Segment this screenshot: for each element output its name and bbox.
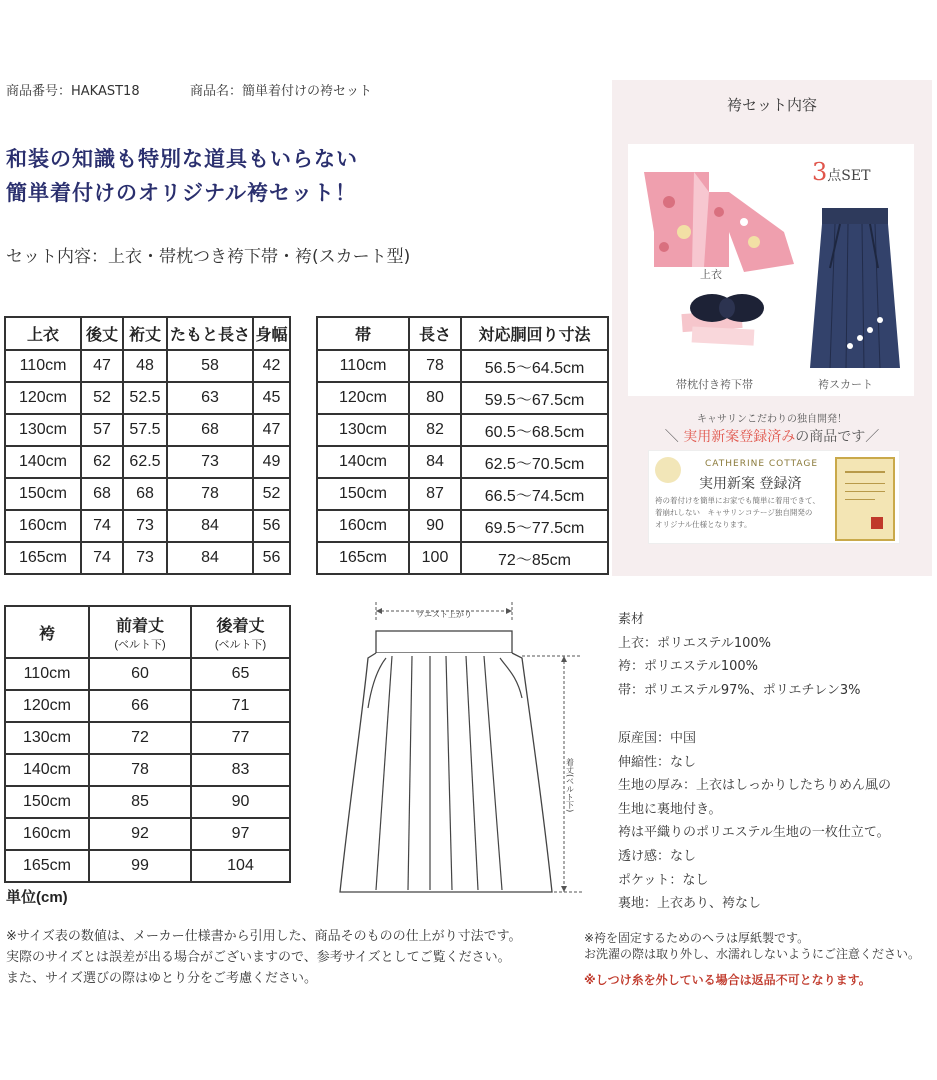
table-cell: 58 <box>167 350 253 382</box>
material-obi: 帯：ポリエステル97%、ポリエチレン3% <box>618 682 861 698</box>
top-header-3: たもと長さ <box>167 317 253 350</box>
table-cell: 165cm <box>317 542 409 574</box>
table-cell: 52 <box>81 382 123 414</box>
table-cell: 60 <box>89 658 191 690</box>
table-row <box>317 382 608 414</box>
brand-emblem-icon <box>655 457 681 483</box>
label-top: 上衣 <box>700 268 722 281</box>
three-set-badge <box>812 158 870 186</box>
obi-header-2: 対応胴回り寸法 <box>461 317 608 350</box>
table-cell: 99 <box>89 850 191 882</box>
table-cell: 48 <box>123 350 167 382</box>
table-row <box>5 478 290 510</box>
table-cell: 165cm <box>5 850 89 882</box>
table-cell: 45 <box>253 382 290 414</box>
table-cell: 66.5〜74.5cm <box>461 478 608 510</box>
hakama-header-size: 袴 <box>5 606 89 658</box>
table-cell: 68 <box>167 414 253 446</box>
set-contents-panel <box>612 80 932 576</box>
front-length-label: 前着丈 <box>115 617 164 635</box>
table-row <box>5 350 290 382</box>
table-cell: 83 <box>191 754 290 786</box>
table-cell: 160cm <box>317 510 409 542</box>
back-length-sub: (ベルト下) <box>214 638 267 651</box>
table-cell: 84 <box>409 446 461 478</box>
table-cell: 160cm <box>5 818 89 850</box>
table-cell: 47 <box>253 414 290 446</box>
return-warning: ※しつけ糸を外している場合は返品不可となります。 <box>584 973 871 987</box>
hakama-diagram <box>332 598 592 898</box>
size-note-1: ※サイズ表の数値は、メーカー仕様書から引用した、商品そのものの仕上がり寸法です。 <box>6 929 522 944</box>
table-row <box>317 478 608 510</box>
table-cell: 42 <box>253 350 290 382</box>
table-cell: 150cm <box>317 478 409 510</box>
hakama-header-front <box>89 606 191 658</box>
spec-origin: 原産国：中国 <box>618 731 697 746</box>
reg-suffix: の商品です／ <box>795 429 880 445</box>
table-cell: 62.5 <box>123 446 167 478</box>
spec-thickness-cont: 生地に裏地付き。 <box>618 801 722 817</box>
table-cell: 57.5 <box>123 414 167 446</box>
badge-text: 点SET <box>827 168 871 184</box>
table-cell: 71 <box>191 690 290 722</box>
waist-label: ウエスト上がり <box>416 610 472 619</box>
table-cell: 68 <box>81 478 123 510</box>
waistband <box>376 631 512 653</box>
brand-name: CATHERINE COTTAGE <box>705 459 819 469</box>
table-cell: 57 <box>81 414 123 446</box>
top-size-table <box>4 316 291 575</box>
specs-section <box>618 727 891 916</box>
table-cell: 140cm <box>5 446 81 478</box>
care-note-1: ※袴を固定するためのヘラは厚紙製です。 <box>584 931 810 945</box>
size-note-2: 実際のサイズとは誤差が出る場合がございますので、参考サイズとしてご覧ください。 <box>6 950 511 965</box>
kimono-top-image <box>634 172 794 272</box>
top-header-4: 身幅 <box>253 317 290 350</box>
table-cell: 73 <box>167 446 253 478</box>
table-row <box>5 382 290 414</box>
table-cell: 165cm <box>5 542 81 574</box>
label-skirt: 袴スカート <box>818 378 873 391</box>
table-cell: 84 <box>167 510 253 542</box>
panel-title: 袴セット内容 <box>726 96 817 114</box>
table-cell: 72 <box>89 722 191 754</box>
table-cell: 59.5〜67.5cm <box>461 382 608 414</box>
obi-header-1: 長さ <box>409 317 461 350</box>
items-card <box>628 144 914 396</box>
table-cell: 90 <box>191 786 290 818</box>
table-cell: 60.5〜68.5cm <box>461 414 608 446</box>
size-notes <box>6 926 522 989</box>
table-cell: 110cm <box>5 658 89 690</box>
table-row <box>5 754 290 786</box>
spec-pocket: ポケット：なし <box>618 872 709 888</box>
product-number: 商品番号：HAKAST18 <box>6 84 140 99</box>
table-cell: 120cm <box>5 690 89 722</box>
table-cell: 73 <box>123 542 167 574</box>
table-cell: 84 <box>167 542 253 574</box>
table-cell: 56.5〜64.5cm <box>461 350 608 382</box>
table-cell: 77 <box>191 722 290 754</box>
hakama-skirt-image <box>800 208 910 368</box>
front-length-sub: (ベルト下) <box>114 638 166 651</box>
table-row <box>5 658 290 690</box>
table-row <box>5 850 290 882</box>
table-cell: 69.5〜77.5cm <box>461 510 608 542</box>
table-cell: 130cm <box>317 414 409 446</box>
table-cell: 72〜85cm <box>461 542 608 574</box>
table-row <box>317 542 608 574</box>
hakama-size-table <box>4 605 291 883</box>
table-cell: 140cm <box>5 754 89 786</box>
materials-section <box>618 608 861 702</box>
table-cell: 68 <box>123 478 167 510</box>
table-row <box>5 446 290 478</box>
table-cell: 110cm <box>5 350 81 382</box>
dev-note: キャサリンこだわりの独自開発！ <box>697 414 847 425</box>
reg-desc-2: 着崩れしない キャサリンコテージ独自開発の <box>655 508 813 517</box>
obi-header-0: 帯 <box>317 317 409 350</box>
table-cell: 130cm <box>5 414 81 446</box>
obi-size-table <box>316 316 609 575</box>
material-top: 上衣：ポリエステル100% <box>618 635 771 651</box>
badge-number: 3 <box>812 158 828 186</box>
table-cell: 150cm <box>5 786 89 818</box>
table-row <box>317 446 608 478</box>
top-header-0: 上衣 <box>5 317 81 350</box>
table-row <box>5 818 290 850</box>
unit-label: 単位(cm) <box>6 889 68 906</box>
registration-card <box>648 450 900 544</box>
spec-lining: 裏地：上衣あり、袴なし <box>618 896 762 912</box>
length-label: 着丈(ベルト下) <box>565 758 575 813</box>
table-cell: 92 <box>89 818 191 850</box>
table-row <box>5 786 290 818</box>
table-cell: 160cm <box>5 510 81 542</box>
certificate-image <box>835 457 895 541</box>
headline-line-1: 和装の知識も特別な道具もいらない <box>6 146 358 171</box>
table-cell: 56 <box>253 542 290 574</box>
table-row <box>5 722 290 754</box>
table-row <box>5 690 290 722</box>
care-note-2: お洗濯の際は取り外し、水濡れしないようにご注意ください。 <box>584 947 921 961</box>
table-cell: 78 <box>167 478 253 510</box>
reg-title: 実用新案 登録済 <box>699 476 802 492</box>
table-row <box>317 414 608 446</box>
material-hakama: 袴：ポリエステル100% <box>618 659 758 675</box>
spec-stretch: 伸縮性：なし <box>618 754 697 770</box>
top-header-1: 後丈 <box>81 317 123 350</box>
materials-title: 素材 <box>618 612 645 627</box>
table-cell: 85 <box>89 786 191 818</box>
label-obi: 帯枕付き袴下帯 <box>676 378 753 391</box>
obi-image <box>672 292 772 352</box>
table-cell: 110cm <box>317 350 409 382</box>
reg-highlight: 実用新案登録済み <box>683 429 796 445</box>
table-row <box>317 350 608 382</box>
spec-thickness: 生地の厚み：上衣はしっかりしたちりめん風の <box>618 778 892 794</box>
table-cell: 73 <box>123 510 167 542</box>
table-cell: 78 <box>89 754 191 786</box>
table-cell: 100 <box>409 542 461 574</box>
table-cell: 80 <box>409 382 461 414</box>
table-cell: 90 <box>409 510 461 542</box>
table-cell: 52 <box>253 478 290 510</box>
product-name: 商品名：簡単着付けの袴セット <box>190 84 373 99</box>
table-cell: 140cm <box>317 446 409 478</box>
top-header-2: 裄丈 <box>123 317 167 350</box>
reg-desc-1: 袴の着付けを簡単にお家でも簡単に着用できて、 <box>655 496 820 505</box>
headline-line-2: 簡単着付けのオリジナル袴セット！ <box>6 180 357 205</box>
table-cell: 74 <box>81 542 123 574</box>
headline <box>6 142 358 210</box>
table-cell: 104 <box>191 850 290 882</box>
table-cell: 56 <box>253 510 290 542</box>
table-cell: 82 <box>409 414 461 446</box>
table-cell: 120cm <box>317 382 409 414</box>
spec-hakama-fabric: 袴は平織りのポリエステル生地の一枚仕立て。 <box>618 825 890 841</box>
table-cell: 97 <box>191 818 290 850</box>
table-cell: 62.5〜70.5cm <box>461 446 608 478</box>
table-cell: 78 <box>409 350 461 382</box>
table-cell: 74 <box>81 510 123 542</box>
hakama-header-back <box>191 606 290 658</box>
table-cell: 63 <box>167 382 253 414</box>
reg-desc-3: オリジナル仕様となります。 <box>655 520 752 529</box>
back-length-label: 後着丈 <box>216 617 265 635</box>
table-cell: 66 <box>89 690 191 722</box>
table-row <box>5 510 290 542</box>
registered-banner <box>612 426 932 446</box>
table-cell: 62 <box>81 446 123 478</box>
table-row <box>317 510 608 542</box>
table-cell: 49 <box>253 446 290 478</box>
reg-prefix: ＼ <box>664 429 684 445</box>
table-cell: 87 <box>409 478 461 510</box>
table-cell: 65 <box>191 658 290 690</box>
table-cell: 150cm <box>5 478 81 510</box>
table-cell: 120cm <box>5 382 81 414</box>
table-row <box>5 414 290 446</box>
set-contents: セット内容：上衣・帯枕つき袴下帯・袴(スカート型) <box>6 247 411 267</box>
spec-sheer: 透け感：なし <box>618 848 697 864</box>
table-cell: 47 <box>81 350 123 382</box>
care-notes <box>584 930 920 988</box>
table-cell: 130cm <box>5 722 89 754</box>
reg-description <box>655 495 825 531</box>
table-row <box>5 542 290 574</box>
size-note-3: また、サイズ選びの際はゆとり分をご考慮ください。 <box>6 971 317 986</box>
table-cell: 52.5 <box>123 382 167 414</box>
